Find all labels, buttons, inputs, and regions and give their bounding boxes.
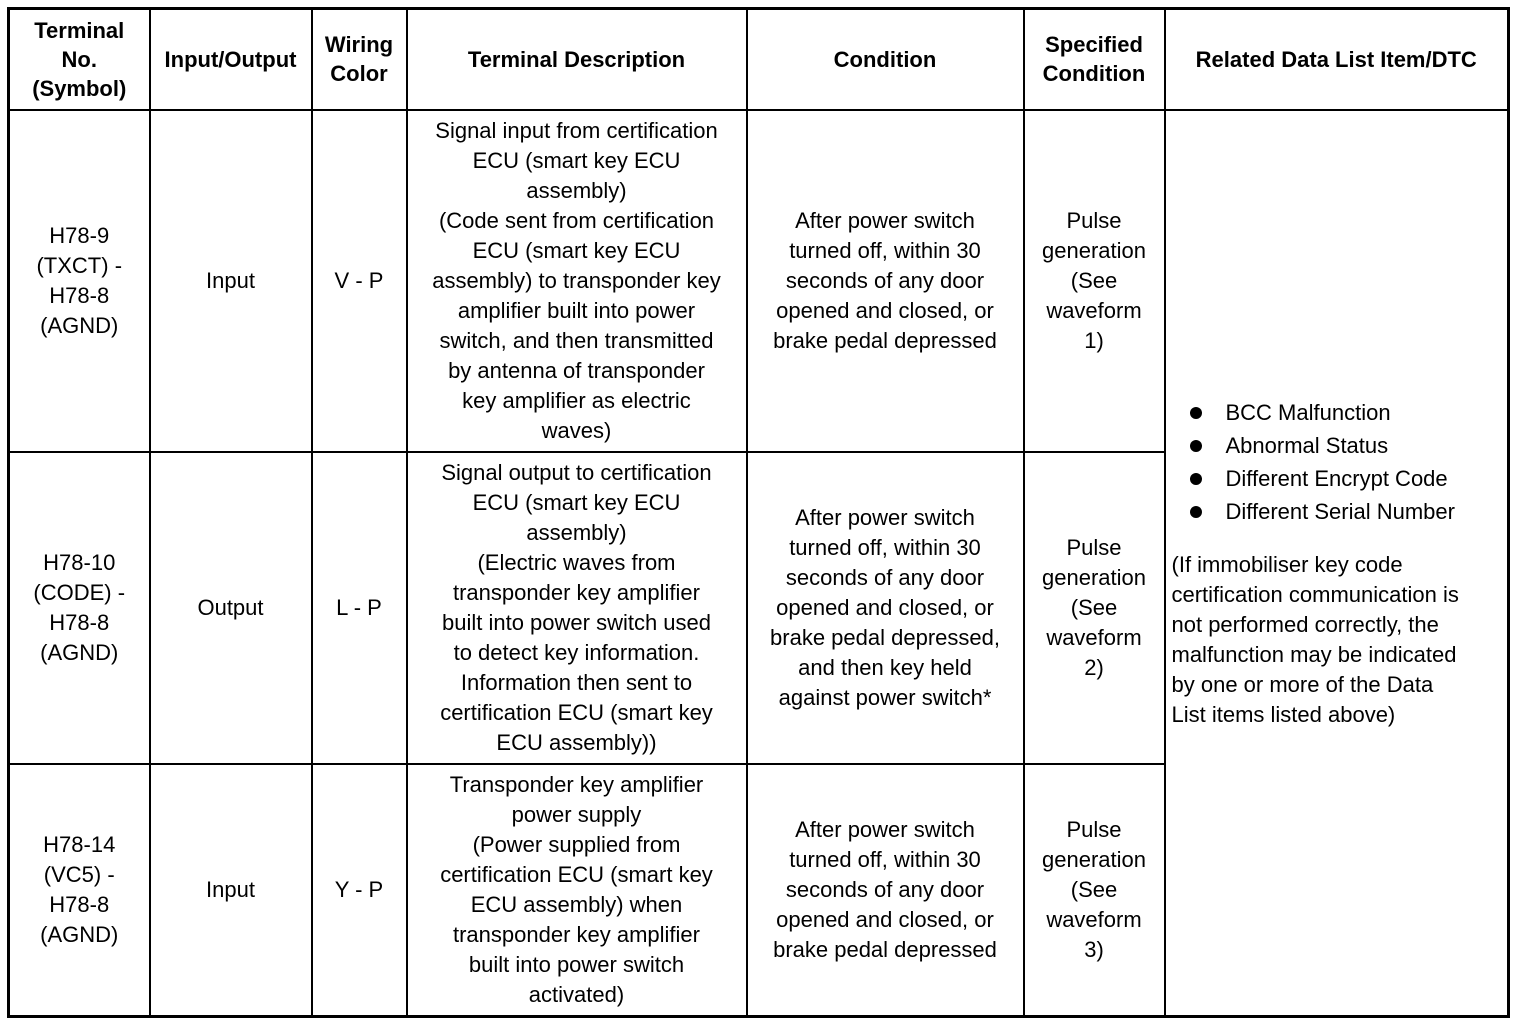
bullet-icon [1190,407,1202,419]
description-cell: Signal output to certification ECU (smart key ECU assembly) (Electric waves from transponder key amplifier built into power switch used to detect key information. Information then sent to certification ECU (smart key ECU assembly)) [407,452,747,764]
terminal-spec-table [7,7,1510,1018]
condition-cell: After power switch turned off, within 30 seconds of any door opened and closed, or brake pedal depressed [747,110,1024,452]
terminal-cell: H78-14 (VC5) - H78-8 (AGND) [9,764,150,1017]
wiring-cell: L - P [312,452,407,764]
wiring-cell: V - P [312,110,407,452]
related-items-list [1172,396,1502,528]
related-data-cell [1165,110,1509,1017]
specified-cell: Pulse generation (See waveform 3) [1024,764,1165,1017]
related-item-label: Abnormal Status [1225,432,1389,458]
io-cell: Input [150,110,312,452]
header-wiring-color: Wiring Color [312,9,407,110]
io-cell: Output [150,452,312,764]
bullet-icon [1190,440,1202,452]
description-cell: Transponder key amplifier power supply (Power supplied from certification ECU (smart key ECU assembly) when transponder key amplifier built into power switch activated) [407,764,747,1017]
specified-cell: Pulse generation (See waveform 1) [1024,110,1165,452]
terminal-cell: H78-9 (TXCT) - H78-8 (AGND) [9,110,150,452]
related-item-label: Different Encrypt Code [1225,465,1448,491]
table-row [9,110,1509,452]
list-item [1190,462,1502,495]
header-related-data: Related Data List Item/DTC [1165,9,1509,110]
related-item-label: Different Serial Number [1225,498,1455,524]
header-specified-condition: Specified Condition [1024,9,1165,110]
bullet-icon [1190,506,1202,518]
condition-cell: After power switch turned off, within 30 seconds of any door opened and closed, or brake pedal depressed [747,764,1024,1017]
list-item [1190,429,1502,462]
related-item-label: BCC Malfunction [1225,399,1391,425]
description-cell: Signal input from certification ECU (smart key ECU assembly) (Code sent from certification ECU (smart key ECU assembly) to transponder key amplifier built into power switch, and then transmitted by antenna of transponder key amplifier as electric waves) [407,110,747,452]
header-condition: Condition [747,9,1024,110]
wiring-cell: Y - P [312,764,407,1017]
list-item [1190,495,1502,528]
io-cell: Input [150,764,312,1017]
bullet-icon [1190,473,1202,485]
terminal-cell: H78-10 (CODE) - H78-8 (AGND) [9,452,150,764]
header-terminal: Terminal No. (Symbol) [9,9,150,110]
specified-cell: Pulse generation (See waveform 2) [1024,452,1165,764]
condition-cell: After power switch turned off, within 30 seconds of any door opened and closed, or brake pedal depressed, and then key held against power switch* [747,452,1024,764]
header-input-output: Input/Output [150,9,312,110]
related-note: (If immobiliser key code certification communication is not performed correctly, the malfunction may be indicated by one or more of the Data List items listed above) [1171,551,1459,727]
header-terminal-description: Terminal Description [407,9,747,110]
header-row [9,9,1509,110]
list-item [1190,396,1502,429]
